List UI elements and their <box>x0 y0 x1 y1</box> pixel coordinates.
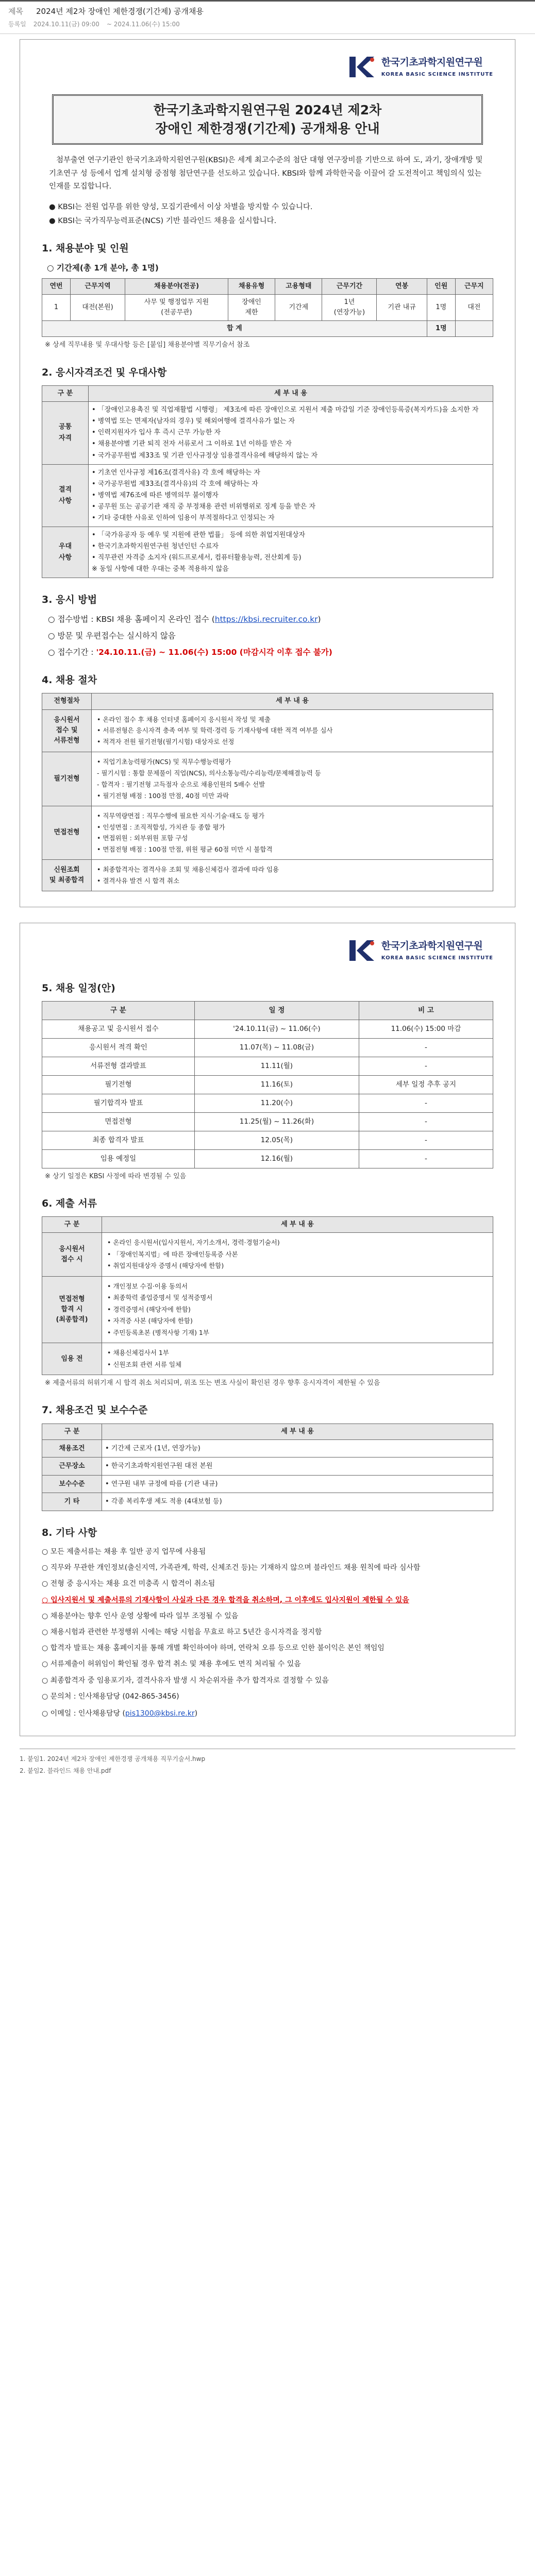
row-detail: • 「국가유공자 등 예우 및 지원에 관한 법률」 등에 의한 취업지원대상자 • 한국기초과학지원연구원 청년인턴 수료자 • 직무관련 자격증 소지자 (워드프로세서, 컴퓨터활용능력, 전산회계 등) ※ 동일 사항에 대한 우대는 중복 적용하지 않음 <box>89 527 493 578</box>
sum-row <box>42 321 493 337</box>
column-header: 전형절차 <box>42 693 92 709</box>
conditions-detail: • 한국기초과학지원연구원 대전 본원 <box>102 1458 493 1475</box>
column-header: 세 부 내 용 <box>102 1217 493 1233</box>
process-row <box>42 752 493 806</box>
notice-document <box>20 39 515 907</box>
apply-period-value: '24.10.11.(금) ~ 11.06(수) 15:00 (마감시각 이후 접수 불가) <box>96 647 332 657</box>
section-4-title: 4. 채용 절차 <box>42 674 97 686</box>
section-7-title: 7. 채용조건 및 보수수준 <box>42 1404 148 1416</box>
column-header: 근무지역 <box>71 278 125 294</box>
attachment-link[interactable]: 2. 붙임2. 블라인드 채용 안내.pdf <box>20 1767 111 1774</box>
qualification-table <box>42 385 493 578</box>
process-step-detail: • 최종합격자는 결격사유 조회 및 채용신체검사 결과에 따라 임용 • 결격사유 발견 시 합격 취소 <box>92 860 493 891</box>
post-header <box>0 0 535 34</box>
section-6-title: 6. 제출 서류 <box>42 1197 97 1209</box>
intro-paragraph: 첨부출연 연구기관인 한국기초과학지원연구원(KBSI)은 세계 최고수준의 첨단 대형 연구장비를 기반으로 하여 도, 과기, 장애개방 및 기초연구 성 등에서 업계 설치형 중점형 첨단연구를 선도하고 있습니다. KBSI와 함께 과학한국을 이끌어 갈 도전적이고 책임의식 있는 인재를 모집합니다. <box>49 156 483 191</box>
kbsi-logo-icon <box>347 937 377 964</box>
row-detail: • 「장애인고용촉진 및 직업재활법 시행령」 제3조에 따른 장애인으로 지원서 제출 마감일 기준 장애인등록증(복지카드)을 소지한 자 • 병역법 또는 면제자(남자의 경우) 및 해외여행에 결격사유가 없는 자 • 인력지원자가 입사 후 즉시 근무 가능한 자 • 채용분야별 기관 퇴직 전자 서류로서 그 이하로 1년 이하를 받은 자 • 국가공무원법 제33조 및 기관 인사규정상 임용결격사유에 해당하지 않는 자 <box>89 402 493 464</box>
column-header: 근무지 <box>455 278 493 294</box>
schedule-cell: - <box>359 1057 493 1076</box>
apply-period-line <box>48 646 493 658</box>
notice-document-page-2 <box>20 923 515 1736</box>
process-step-detail: • 직무역량면접 : 직무수행에 필요한 지식·기술·태도 등 평가 • 인성면접 : 조직적합성, 가치관 등 종합 평가 • 면접위원 : 외부위원 포함 구성 • 면접전형 배점 : 100점 만점, 위원 평균 60점 미만 시 불합격 <box>92 806 493 860</box>
kbsi-logo <box>42 51 493 83</box>
notice-title-line-1: 한국기초과학지원연구원 2024년 제2차 <box>153 102 382 117</box>
table-row <box>42 527 493 578</box>
etc-list <box>42 1546 493 1703</box>
logo-korean-name: 한국기초과학지원연구원 <box>381 57 483 69</box>
column-header: 세 부 내 용 <box>92 693 493 709</box>
etc-item: ○ 합격자 발표는 채용 홈페이지를 통해 개별 확인하여야 하며, 연락처 오류 등으로 인한 불이익은 본인 책임임 <box>42 1644 384 1653</box>
process-row <box>42 806 493 860</box>
column-header: 구 분 <box>42 1002 195 1020</box>
schedule-cell: 필기합격자 발표 <box>42 1094 195 1112</box>
etc-item: ○ 최종합격자 중 임용포기자, 결격사유자 발생 시 차순위자를 추가 합격자로 결정할 수 있음 <box>42 1676 329 1685</box>
documents-detail: • 개인정보 수집·이용 동의서 • 최종학력 졸업증명서 및 성적증명서 • 경력증명서 (해당자에 한함) • 자격증 사본 (해당자에 한함) • 주민등록초본 (병적사항 기재) 1부 <box>102 1276 493 1343</box>
kbsi-logo-2 <box>42 935 493 967</box>
kbsi-logo-icon <box>347 54 377 80</box>
row-category: 결격 사항 <box>42 464 89 527</box>
notice-title-box <box>52 94 483 145</box>
schedule-cell: 12.05(목) <box>194 1131 359 1149</box>
schedule-cell: 11.07(목) ~ 11.08(금) <box>194 1039 359 1057</box>
process-step-name: 신원조회 및 최종합격 <box>42 860 92 891</box>
table-cell: 사무 및 행정업무 지원 (전공무관) <box>125 295 228 321</box>
intro-bullet: ● KBSI는 국가직무능력표준(NCS) 기반 블라인드 채용을 실시합니다. <box>49 216 277 225</box>
table-row <box>42 464 493 527</box>
schedule-cell: 11.20(수) <box>194 1094 359 1112</box>
row-category: 공통 자격 <box>42 402 89 464</box>
section-3-title: 3. 응시 방법 <box>42 594 97 606</box>
process-row <box>42 860 493 891</box>
column-header: 연번 <box>42 278 71 294</box>
documents-row <box>42 1343 493 1375</box>
contact-line: ○ 이메일 : 인사채용담당 (pis1300@kbsi.re.kr) <box>42 1709 198 1718</box>
process-step-detail: • 직업기초능력평가(NCS) 및 직무수행능력평가 - 필기시험 : 통합 문제풀이 직업(NCS), 의사소통능력/수리능력/문제해결능력 등 - 합격자 : 필기전형 고득점자 순으로 채용인원의 5배수 선발 • 필기전형 배점 : 100점 만점, 40점 미만 과락 <box>92 752 493 806</box>
attachments <box>20 1749 515 1775</box>
process-step-detail: • 온라인 접수 후 채용 인터넷 홈페이지 응시원서 작성 및 제출 • 서류전형은 응시자격 충족 여부 및 학력·경력 등 기재사항에 대한 적격 여부를 심사 • 적격자 전원 필기전형(필기시험) 대상자로 선정 <box>92 709 493 752</box>
documents-detail: • 온라인 응시원서(입사지원서, 자기소개서, 경력·경험기술서) • 「장애인복지법」에 따른 장애인등록증 사본 • 취업지원대상자 증명서 (해당자에 한함) <box>102 1233 493 1277</box>
attachment-link[interactable]: 1. 붙임1. 2024년 제2차 장애인 제한경쟁 공개채용 직무기술서.hwp <box>20 1755 206 1763</box>
schedule-cell: 11.11(월) <box>194 1057 359 1076</box>
table-cell: 대전(본원) <box>71 295 125 321</box>
column-header: 구 분 <box>42 1217 102 1233</box>
schedule-row <box>42 1149 493 1168</box>
contact-email-link[interactable]: pis1300@kbsi.re.kr <box>125 1709 195 1718</box>
apply-method-line: ○ 접수방법 : KBSI 채용 홈페이지 온라인 접수 (https://kbsi.recruiter.co.kr) <box>48 614 321 624</box>
column-header: 비 고 <box>359 1002 493 1020</box>
post-period: ~ 2024.11.06(수) 15:00 <box>106 21 180 28</box>
conditions-category: 채용조건 <box>42 1440 102 1458</box>
column-header: 고용형태 <box>275 278 322 294</box>
table-row <box>42 402 493 464</box>
schedule-cell: 면접전형 <box>42 1112 195 1131</box>
column-header: 세 부 내 용 <box>89 386 493 402</box>
schedule-cell: 세부 일정 추후 공지 <box>359 1076 493 1094</box>
table-cell: 1명 <box>427 295 455 321</box>
section-1-note: ※ 상세 직무내용 및 우대사항 등은 [붙임] 채용분야별 직무기술서 참조 <box>45 341 250 349</box>
table-cell: 대전 <box>455 295 493 321</box>
section-1-title: 1. 채용분야 및 인원 <box>42 243 129 255</box>
conditions-row <box>42 1475 493 1493</box>
section-5-title: 5. 채용 일정(안) <box>42 982 115 994</box>
etc-item: ○ 문의처 : 인사채용담당 (042-865-3456) <box>42 1692 179 1701</box>
sum-empty <box>455 321 493 337</box>
sum-label: 합 계 <box>42 321 427 337</box>
documents-category: 임용 전 <box>42 1343 102 1375</box>
apply-method-label: ○ 접수방법 : KBSI 채용 홈페이지 온라인 접수 <box>48 614 209 624</box>
table-cell: 기관 내규 <box>377 295 427 321</box>
schedule-cell: '24.10.11(금) ~ 11.06(수) <box>194 1020 359 1039</box>
apply-no-visit-line: ○ 방문 및 우편접수는 실시하지 않음 <box>48 631 176 640</box>
table-cell: 기간제 <box>275 295 322 321</box>
section-5-note: ※ 상기 일정은 KBSI 사정에 따라 변경될 수 있음 <box>45 1172 187 1180</box>
etc-item: ○ 채용분야는 향후 인사 운영 상황에 따라 일부 조정될 수 있음 <box>42 1612 239 1620</box>
column-header: 근무기간 <box>322 278 377 294</box>
schedule-cell: 채용공고 및 응시원서 접수 <box>42 1020 195 1039</box>
schedule-row <box>42 1112 493 1131</box>
logo-english-name: KOREA BASIC SCIENCE INSTITUTE <box>381 955 493 961</box>
notice-title-line-2: 장애인 제한경쟁(기간제) 공개채용 안내 <box>155 121 380 137</box>
conditions-row <box>42 1493 493 1511</box>
post-title-label: 제목 <box>8 7 23 16</box>
column-header: 구 분 <box>42 386 89 402</box>
column-header: 일 정 <box>194 1002 359 1020</box>
section-8-title: 8. 기타 사항 <box>42 1527 97 1538</box>
etc-item: ○ 모든 제출서류는 채용 후 일반 공지 업무에 사용됨 <box>42 1548 206 1556</box>
process-table <box>42 693 493 891</box>
logo-english-name: KOREA BASIC SCIENCE INSTITUTE <box>381 71 493 77</box>
table-cell: 1 <box>42 295 71 321</box>
schedule-cell: - <box>359 1094 493 1112</box>
etc-item: ○ 전형 중 응시자는 채용 요건 미충족 시 합격이 취소됨 <box>42 1580 215 1588</box>
post-title: 2024년 제2차 장애인 제한경쟁(기간제) 공개채용 <box>36 7 204 16</box>
table-cell: 1년 (연장가능) <box>322 295 377 321</box>
contact-label: ○ 이메일 : 인사채용담당 <box>42 1709 120 1718</box>
schedule-cell: - <box>359 1039 493 1057</box>
etc-item: ○ 직무와 무관한 개인정보(출신지역, 가족관계, 학력, 신체조건 등)는 기재하지 않으며 블라인드 채용 원칙에 따라 심사함 <box>42 1564 421 1572</box>
row-detail: • 기초연 인사규정 제16조(결격사유) 각 호에 해당하는 자 • 국가공무원법 제33조(결격사유)의 각 호에 해당하는 자 • 병역법 제76조에 따른 병역의무 불이행자 • 공무원 또는 공공기관 재직 중 부정채용 관련 비위행위로 징계 등을 받은 자 • 기타 중대한 사유로 인하여 임용이 부적절하다고 인정되는 자 <box>89 464 493 527</box>
schedule-cell: - <box>359 1112 493 1131</box>
schedule-cell: 11.16(토) <box>194 1076 359 1094</box>
schedule-row <box>42 1131 493 1149</box>
intro-bullets <box>49 201 486 227</box>
schedule-cell: 필기전형 <box>42 1076 195 1094</box>
column-header: 인원 <box>427 278 455 294</box>
documents-row <box>42 1233 493 1277</box>
table-cell: 장애인 제한 <box>228 295 275 321</box>
documents-detail: • 채용신체검사서 1부 • 신원조회 관련 서류 일체 <box>102 1343 493 1375</box>
process-step-name: 필기전형 <box>42 752 92 806</box>
table-row <box>42 295 493 321</box>
conditions-row <box>42 1440 493 1458</box>
conditions-table <box>42 1423 493 1511</box>
row-category: 우대 사항 <box>42 527 89 578</box>
column-header: 연봉 <box>377 278 427 294</box>
process-step-name: 면접전형 <box>42 806 92 860</box>
documents-category: 면접전형 합격 시 (최종합격) <box>42 1276 102 1343</box>
conditions-category: 근무장소 <box>42 1458 102 1475</box>
sum-value: 1명 <box>427 321 455 337</box>
section-2-title: 2. 응시자격조건 및 우대사항 <box>42 366 167 378</box>
schedule-cell: 서류전형 결과발표 <box>42 1057 195 1076</box>
process-step-name: 응시원서 접수 및 서류전형 <box>42 709 92 752</box>
schedule-cell: 최종 합격자 발표 <box>42 1131 195 1149</box>
apply-period-label: ○ 접수기간 : <box>48 647 94 657</box>
schedule-row <box>42 1094 493 1112</box>
documents-row <box>42 1276 493 1343</box>
etc-item: ○ 채용시험과 관련한 부정행위 시에는 해당 시험을 무효로 하고 5년간 응시자격을 정지함 <box>42 1628 322 1636</box>
column-header: 구 분 <box>42 1423 102 1439</box>
apply-link[interactable]: https://kbsi.recruiter.co.kr <box>214 614 318 624</box>
schedule-cell: 12.16(월) <box>194 1149 359 1168</box>
conditions-row <box>42 1458 493 1475</box>
conditions-detail: • 연구원 내부 규정에 따름 (기관 내규) <box>102 1475 493 1493</box>
column-header: 채용분야(전공) <box>125 278 228 294</box>
section-6-note: ※ 제출서류의 허위기재 시 합격 취소 처리되며, 위조 또는 변조 사실이 확인된 경우 향후 응시자격이 제한될 수 있음 <box>45 1379 380 1387</box>
post-reg-date: 2024.10.11(금) 09:00 <box>33 21 99 28</box>
schedule-cell: 응시원서 적격 확인 <box>42 1039 195 1057</box>
post-date-label: 등록일 <box>8 21 26 28</box>
documents-table <box>42 1216 493 1375</box>
column-header: 세 부 내 용 <box>102 1423 493 1439</box>
schedule-row <box>42 1039 493 1057</box>
schedule-cell: 11.06(수) 15:00 마감 <box>359 1020 493 1039</box>
documents-category: 응시원서 접수 시 <box>42 1233 102 1277</box>
schedule-row <box>42 1057 493 1076</box>
schedule-cell: 임용 예정일 <box>42 1149 195 1168</box>
conditions-category: 기 타 <box>42 1493 102 1511</box>
intro-bullet: ● KBSI는 전원 업무를 위한 양성, 모집기관에서 이상 차별을 방지할 수 있습니다. <box>49 203 313 212</box>
recruit-table <box>42 278 493 337</box>
schedule-cell: 11.25(월) ~ 11.26(화) <box>194 1112 359 1131</box>
etc-item: ○ 서류제출이 허위임이 확인될 경우 합격 취소 및 채용 후에도 면직 처리될 수 있음 <box>42 1660 301 1669</box>
schedule-table <box>42 1001 493 1168</box>
conditions-detail: • 기간제 근로자 (1년, 연장가능) <box>102 1440 493 1458</box>
conditions-category: 보수수준 <box>42 1475 102 1493</box>
column-header: 채용유형 <box>228 278 275 294</box>
process-row <box>42 709 493 752</box>
schedule-cell: - <box>359 1149 493 1168</box>
section-1-sub: ○ 기간제(총 1개 분야, 총 1명) <box>47 263 159 273</box>
schedule-cell: - <box>359 1131 493 1149</box>
schedule-row <box>42 1076 493 1094</box>
logo-korean-name: 한국기초과학지원연구원 <box>381 940 483 952</box>
conditions-detail: • 각종 복리후생 제도 적용 (4대보험 등) <box>102 1493 493 1511</box>
etc-item: ○ 입사지원서 및 제출서류의 기재사항이 사실과 다른 경우 합격을 취소하며, 그 이후에도 입사지원이 제한될 수 있음 <box>42 1596 409 1604</box>
schedule-row <box>42 1020 493 1039</box>
